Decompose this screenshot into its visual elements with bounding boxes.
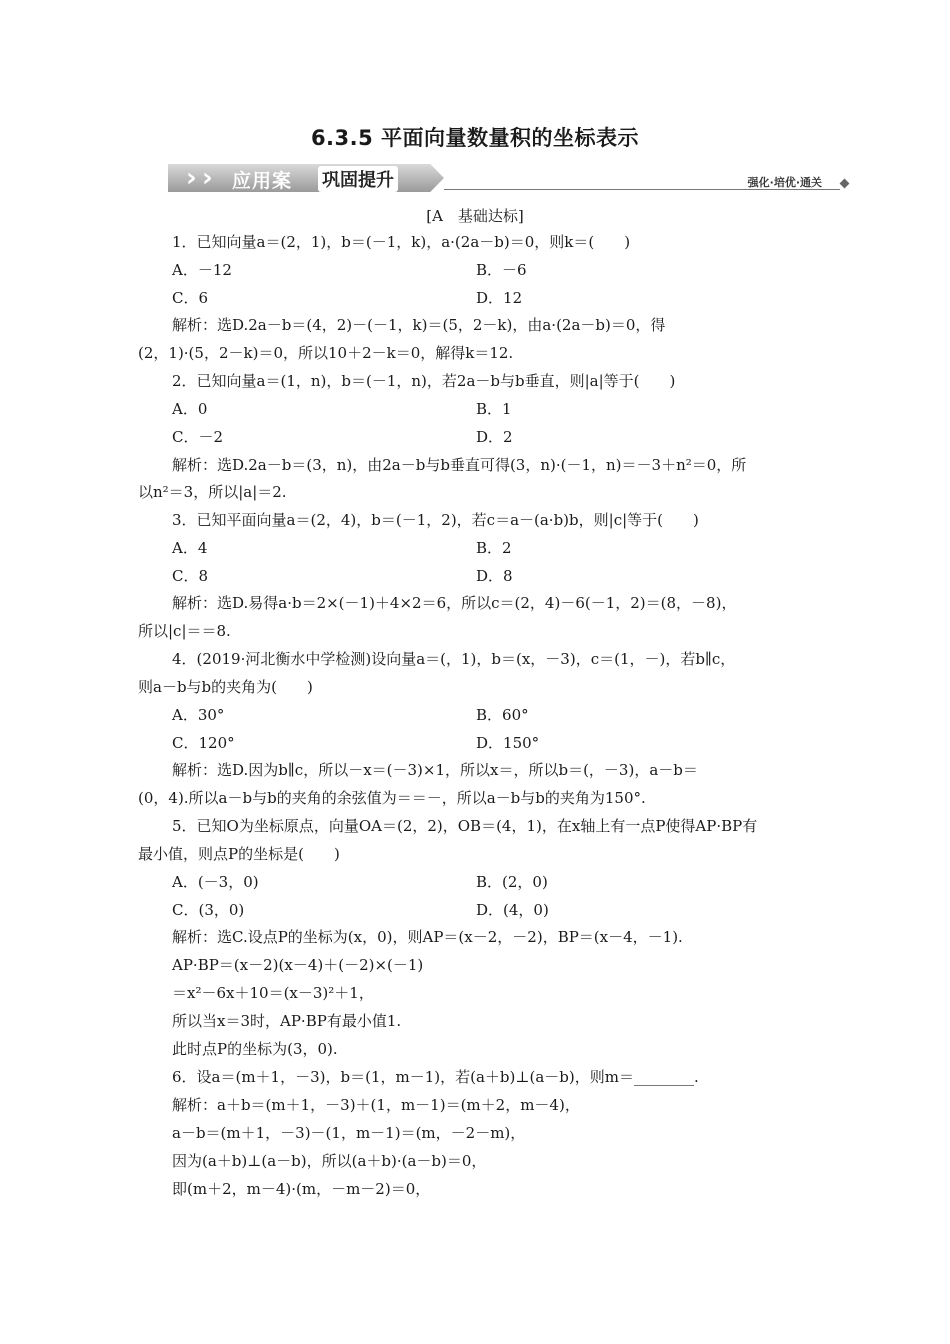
option-a: A．4 — [172, 539, 208, 557]
option-c: C．－2 — [172, 428, 224, 446]
option-a: A．30° — [172, 706, 225, 724]
solution-line: 解析：选D.2a－b＝(3，n)，由2a－b与b垂直可得(3，n)·(－1，n)＝－3＋n²＝0，所 — [172, 456, 747, 474]
option-a: A．(－3，0) — [172, 873, 259, 891]
solution-line: 所以当x＝3时，AP·BP有最小值1. — [172, 1012, 402, 1030]
solution-line: 解析：选D.因为b∥c，所以－x＝(－3)×1，所以x＝，所以b＝(，－3)，a－b＝ — [172, 761, 698, 779]
question-line: 3．已知平面向量a＝(2，4)，b＝(－1，2)，若c＝a－(a·b)b，则|c|等于( ) — [172, 511, 699, 529]
banner-label-consolidate: 巩固提升 — [318, 166, 398, 192]
option-c: C．(3，0) — [172, 901, 245, 919]
question-line: 6．设a＝(m＋1，－3)，b＝(1，m－1)，若(a＋b)⊥(a－b)，则m＝________. — [172, 1068, 699, 1086]
chevron-right-icon: › — [202, 163, 213, 193]
chevron-right-icon: › — [186, 163, 197, 193]
page-title: 6.3.5 平面向量数量积的坐标表示 — [310, 126, 640, 150]
diamond-icon — [840, 179, 850, 189]
option-d: D．12 — [476, 289, 523, 307]
question-line: 5．已知O为坐标原点，向量OA＝(2，2)，OB＝(4，1)，在x轴上有一点P使得AP·BP有 — [172, 817, 758, 835]
option-d: D．8 — [476, 567, 513, 585]
question-line: 4．(2019·河北衡水中学检测)设向量a＝(，1)，b＝(x，－3)，c＝(1，－)，若b∥c， — [172, 650, 736, 668]
option-b: B．(2，0) — [476, 873, 548, 891]
solution-line: a－b＝(m＋1，－3)－(1，m－1)＝(m，－2－m)， — [172, 1124, 526, 1142]
solution-line: 所以|c|＝＝8. — [138, 622, 231, 640]
solution-line: 解析：a＋b＝(m＋1，－3)＋(1，m－1)＝(m＋2，m－4)， — [172, 1096, 580, 1114]
option-d: D．(4，0) — [476, 901, 549, 919]
solution-line: 此时点P的坐标为(3，0). — [172, 1040, 338, 1058]
option-a: A．－12 — [172, 261, 232, 279]
solution-line: AP·BP＝(x－2)(x－4)＋(－2)×(－1) — [172, 956, 424, 974]
question-line: 2．已知向量a＝(1，n)，b＝(－1，n)，若2a－b与b垂直，则|a|等于( ) — [172, 372, 676, 390]
solution-line: 以n²＝3，所以|a|＝2. — [138, 483, 287, 501]
solution-line: 解析：选D.2a－b＝(4，2)－(－1，k)＝(5，2－k)，由a·(2a－b)＝0，得 — [172, 316, 666, 334]
option-c: C．120° — [172, 734, 235, 752]
question-line: 1．已知向量a＝(2，1)，b＝(－1，k)，a·(2a－b)＝0，则k＝( ) — [172, 233, 631, 251]
option-b: B．1 — [476, 400, 512, 418]
option-a: A．0 — [172, 400, 208, 418]
option-b: B．2 — [476, 539, 512, 557]
question-line: 最小值，则点P的坐标是( ) — [138, 845, 340, 863]
banner-label-application: 应用案 — [232, 170, 293, 192]
option-c: C．6 — [172, 289, 209, 307]
section-heading: [A 基础达标] — [426, 207, 524, 225]
option-b: B．－6 — [476, 261, 527, 279]
solution-line: ＝x²－6x＋10＝(x－3)²＋1， — [172, 984, 374, 1002]
option-c: C．8 — [172, 567, 209, 585]
solution-line: 解析：选D.易得a·b＝2×(－1)＋4×2＝6，所以c＝(2，4)－6(－1，2)＝(8，－8)， — [172, 594, 737, 612]
solution-line: 解析：选C.设点P的坐标为(x，0)，则AP＝(x－2，－2)，BP＝(x－4，－1). — [172, 928, 683, 946]
solution-line: (0，4).所以a－b与b的夹角的余弦值为＝＝－，所以a－b与b的夹角为150°. — [138, 789, 646, 807]
solution-line: 因为(a＋b)⊥(a－b)，所以(a＋b)·(a－b)＝0， — [172, 1152, 487, 1170]
question-line: 则a－b与b的夹角为( ) — [138, 678, 313, 696]
option-d: D．2 — [476, 428, 513, 446]
option-d: D．150° — [476, 734, 540, 752]
section-banner — [168, 162, 848, 196]
solution-line: 即(m＋2，m－4)·(m，－m－2)＝0， — [172, 1180, 431, 1198]
banner-tagline: 强化·培优·通关 — [747, 176, 822, 189]
option-b: B．60° — [476, 706, 529, 724]
solution-line: (2，1)·(5，2－k)＝0，所以10＋2－k＝0，解得k＝12. — [138, 344, 514, 362]
